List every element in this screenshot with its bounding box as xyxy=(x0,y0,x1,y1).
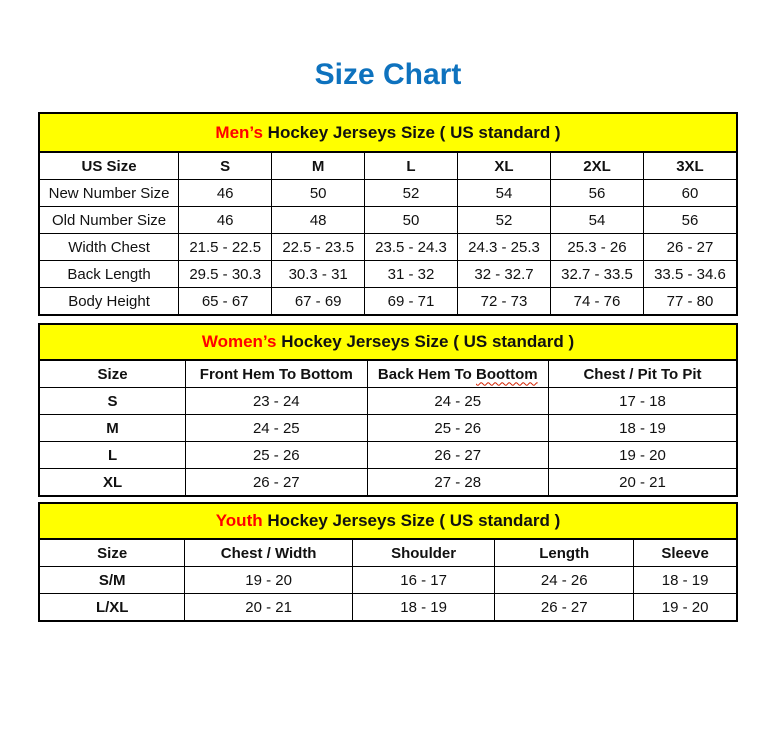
size-cell: 24 - 26 xyxy=(495,567,634,594)
size-cell: 52 xyxy=(365,180,458,207)
size-cell: 24 - 25 xyxy=(186,415,367,442)
row-label: S xyxy=(39,388,186,415)
column-header: Size xyxy=(39,539,185,567)
row-label: M xyxy=(39,415,186,442)
column-header: Chest / Width xyxy=(185,539,353,567)
size-cell: 26 - 27 xyxy=(367,442,548,469)
size-cell: 29.5 - 30.3 xyxy=(179,261,272,288)
womens-header-row xyxy=(39,360,737,388)
size-cell: 21.5 - 22.5 xyxy=(179,234,272,261)
size-cell: 26 - 27 xyxy=(186,469,367,497)
table-row xyxy=(39,180,737,207)
section-name-highlight: Youth xyxy=(215,511,263,530)
table-row xyxy=(39,442,737,469)
section-banner-text xyxy=(39,113,737,152)
size-cell: 19 - 20 xyxy=(549,442,737,469)
section-banner-rest: Hockey Jerseys Size ( US standard ) xyxy=(262,511,561,530)
size-cell: 20 - 21 xyxy=(549,469,737,497)
size-cell: 18 - 19 xyxy=(634,567,737,594)
table-row xyxy=(39,415,737,442)
size-cell: 52 xyxy=(457,207,550,234)
size-cell: 25 - 26 xyxy=(367,415,548,442)
column-header: US Size xyxy=(39,152,179,180)
column-header: Sleeve xyxy=(634,539,737,567)
table-row xyxy=(39,594,737,622)
row-label: Width Chest xyxy=(39,234,179,261)
size-cell: 65 - 67 xyxy=(179,288,272,316)
youth-header-row xyxy=(39,539,737,567)
size-cell: 30.3 - 31 xyxy=(272,261,365,288)
table-row xyxy=(39,388,737,415)
column-header: Chest / Pit To Pit xyxy=(549,360,737,388)
column-header: M xyxy=(272,152,365,180)
size-cell: 20 - 21 xyxy=(185,594,353,622)
size-cell: 24 - 25 xyxy=(367,388,548,415)
column-header: Size xyxy=(39,360,186,388)
size-cell: 23.5 - 24.3 xyxy=(365,234,458,261)
size-cell: 26 - 27 xyxy=(643,234,737,261)
mens-section-banner xyxy=(39,113,737,152)
section-name-highlight: Men’s xyxy=(215,122,263,142)
row-label: New Number Size xyxy=(39,180,179,207)
size-cell: 72 - 73 xyxy=(457,288,550,316)
size-cell: 17 - 18 xyxy=(549,388,737,415)
womens-section-banner xyxy=(39,324,737,360)
womens-size-table xyxy=(38,323,738,497)
size-cell: 50 xyxy=(272,180,365,207)
size-cell: 22.5 - 23.5 xyxy=(272,234,365,261)
size-cell: 16 - 17 xyxy=(352,567,494,594)
size-cell: 77 - 80 xyxy=(643,288,737,316)
size-cell: 19 - 20 xyxy=(185,567,353,594)
misspelled-word: Boottom xyxy=(476,365,538,383)
size-cell: 67 - 69 xyxy=(272,288,365,316)
size-cell: 33.5 - 34.6 xyxy=(643,261,737,288)
table-row xyxy=(39,288,737,316)
size-cell: 50 xyxy=(365,207,458,234)
column-header xyxy=(367,360,548,388)
size-cell: 46 xyxy=(179,180,272,207)
column-header: 3XL xyxy=(643,152,737,180)
column-header-text: Back Hem To xyxy=(377,365,476,383)
table-row xyxy=(39,261,737,288)
column-header: L xyxy=(365,152,458,180)
section-banner-text xyxy=(39,503,737,539)
column-header: S xyxy=(179,152,272,180)
column-header: 2XL xyxy=(551,152,644,180)
section-name-highlight: Women’s xyxy=(201,332,277,351)
size-cell: 56 xyxy=(643,207,737,234)
row-label: L/XL xyxy=(39,594,185,622)
row-label: Body Height xyxy=(39,288,179,316)
row-label: Old Number Size xyxy=(39,207,179,234)
size-cell: 54 xyxy=(551,207,644,234)
size-cell: 48 xyxy=(272,207,365,234)
size-cell: 46 xyxy=(179,207,272,234)
size-cell: 27 - 28 xyxy=(367,469,548,497)
size-chart-page xyxy=(38,58,738,622)
row-label: L xyxy=(39,442,186,469)
table-row xyxy=(39,207,737,234)
size-cell: 56 xyxy=(551,180,644,207)
row-label: Back Length xyxy=(39,261,179,288)
size-cell: 74 - 76 xyxy=(551,288,644,316)
table-row xyxy=(39,469,737,497)
table-row xyxy=(39,567,737,594)
size-cell: 18 - 19 xyxy=(352,594,494,622)
column-header: XL xyxy=(457,152,550,180)
size-cell: 18 - 19 xyxy=(549,415,737,442)
size-cell: 31 - 32 xyxy=(365,261,458,288)
size-cell: 26 - 27 xyxy=(495,594,634,622)
youth-size-table xyxy=(38,502,738,622)
size-cell: 32 - 32.7 xyxy=(457,261,550,288)
size-cell: 25 - 26 xyxy=(186,442,367,469)
row-label: S/M xyxy=(39,567,185,594)
size-cell: 24.3 - 25.3 xyxy=(457,234,550,261)
mens-size-table xyxy=(38,112,738,316)
size-cell: 60 xyxy=(643,180,737,207)
size-cell: 23 - 24 xyxy=(186,388,367,415)
table-row xyxy=(39,234,737,261)
row-label: XL xyxy=(39,469,186,497)
section-banner-text xyxy=(39,324,737,360)
youth-section-banner xyxy=(39,503,737,539)
section-banner-rest: Hockey Jerseys Size ( US standard ) xyxy=(262,122,561,142)
size-cell: 25.3 - 26 xyxy=(551,234,644,261)
section-banner-rest: Hockey Jerseys Size ( US standard ) xyxy=(276,332,575,351)
size-cell: 54 xyxy=(457,180,550,207)
mens-header-row xyxy=(39,152,737,180)
size-cell: 32.7 - 33.5 xyxy=(551,261,644,288)
size-cell: 19 - 20 xyxy=(634,594,737,622)
column-header: Shoulder xyxy=(352,539,494,567)
size-cell: 69 - 71 xyxy=(365,288,458,316)
column-header: Length xyxy=(495,539,634,567)
page-title: Size Chart xyxy=(314,58,462,91)
column-header: Front Hem To Bottom xyxy=(186,360,367,388)
